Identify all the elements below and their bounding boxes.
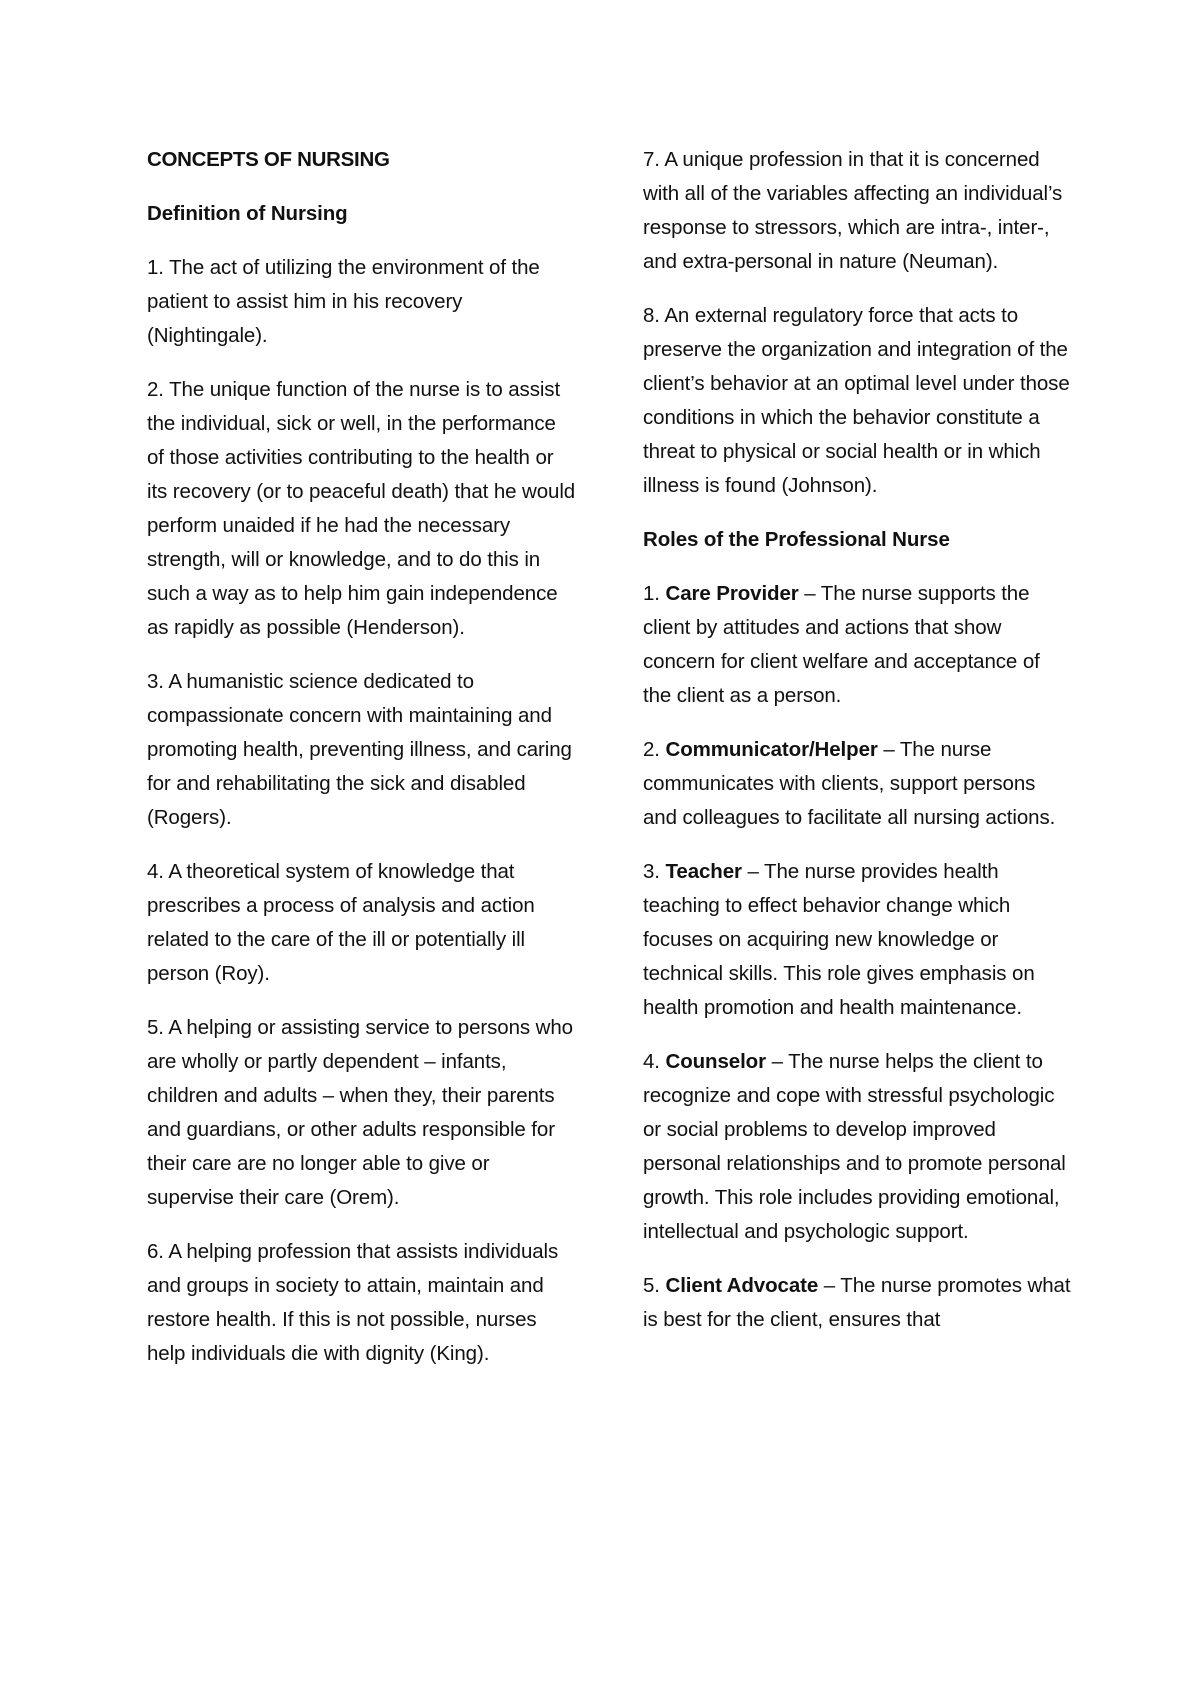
definition-item: 6. A helping profession that assists individuals and groups in society to attain, maintain and restore health. If this is not possible, nurses help individuals die with dignity (King).: [147, 1240, 559, 1365]
left-column: [147, 143, 577, 1391]
definition-item: 7. A unique profession in that it is concerned with all of the variables affecting an individual’s response to stressors, which are intra-, inter-, and extra-personal in nature (Neuman).: [643, 148, 1063, 273]
definition-item: 3. A humanistic science dedicated to compassionate concern with maintaining and promoting health, preventing illness, and caring for and rehabilitating the sick and disabled (Rogers).: [147, 670, 572, 829]
definition-item: 1. The act of utilizing the environment of the patient to assist him in his recovery (Nightingale).: [147, 256, 540, 347]
role-name: Communicator/Helper: [665, 738, 878, 761]
role-description: – The nurse promotes what is best for the client, ensures that: [643, 1274, 1071, 1331]
role-number: 2.: [643, 738, 666, 761]
role-name: Teacher: [665, 860, 742, 883]
role-name: Counselor: [665, 1050, 766, 1073]
definition-item: 4. A theoretical system of knowledge that prescribes a process of analysis and action related to the care of the ill or potentially ill person (Roy).: [147, 860, 535, 985]
role-name: Care Provider: [665, 582, 799, 605]
definition-item: 5. A helping or assisting service to persons who are wholly or partly dependent – infants, children and adults – when they, their parents and guardians, or other adults responsible for their care are no longer able to give or supervise their care (Orem).: [147, 1016, 573, 1209]
role-item: [643, 855, 1073, 1025]
role-item: [643, 1045, 1073, 1249]
role-number: 5.: [643, 1274, 666, 1297]
role-description: – The nurse supports the client by attitudes and actions that show concern for client welfare and acceptance of the client as a person.: [643, 582, 1040, 707]
definition-item: 2. The unique function of the nurse is to assist the individual, sick or well, in the performance of those activities contributing to the health or its recovery (or to peaceful death) that he would perform unaided if he had the necessary strength, will or knowledge, and to do this in such a way as to help him gain independence as rapidly as possible (Henderson).: [147, 378, 576, 639]
role-item: [643, 577, 1073, 713]
role-item: [643, 1269, 1073, 1337]
role-description: – The nurse provides health teaching to effect behavior change which focuses on acquiring new knowledge or technical skills. This role gives emphasis on health promotion and health maintenance.: [643, 860, 1035, 1019]
right-column: [643, 143, 1073, 1357]
role-number: 4.: [643, 1050, 666, 1073]
roles-heading: Roles of the Professional Nurse: [643, 528, 950, 551]
role-description: – The nurse helps the client to recognize and cope with stressful psychologic or social problems to develop improved personal relationships and to promote personal growth. This role includes providing emotional, intellectual and psychologic support.: [643, 1050, 1066, 1243]
role-name: Client Advocate: [665, 1274, 819, 1297]
role-number: 3.: [643, 860, 666, 883]
role-item: [643, 733, 1073, 835]
definition-item: 8. An external regulatory force that acts to preserve the organization and integration of the client’s behavior at an optimal level under those conditions in which the behavior constitute a threat to physical or social health or in which illness is found (Johnson).: [643, 304, 1070, 497]
definition-heading: Definition of Nursing: [147, 202, 348, 225]
role-description: – The nurse communicates with clients, support persons and colleagues to facilitate all nursing actions.: [643, 738, 1056, 829]
document-title: CONCEPTS OF NURSING: [147, 148, 390, 171]
role-number: 1.: [643, 582, 666, 605]
